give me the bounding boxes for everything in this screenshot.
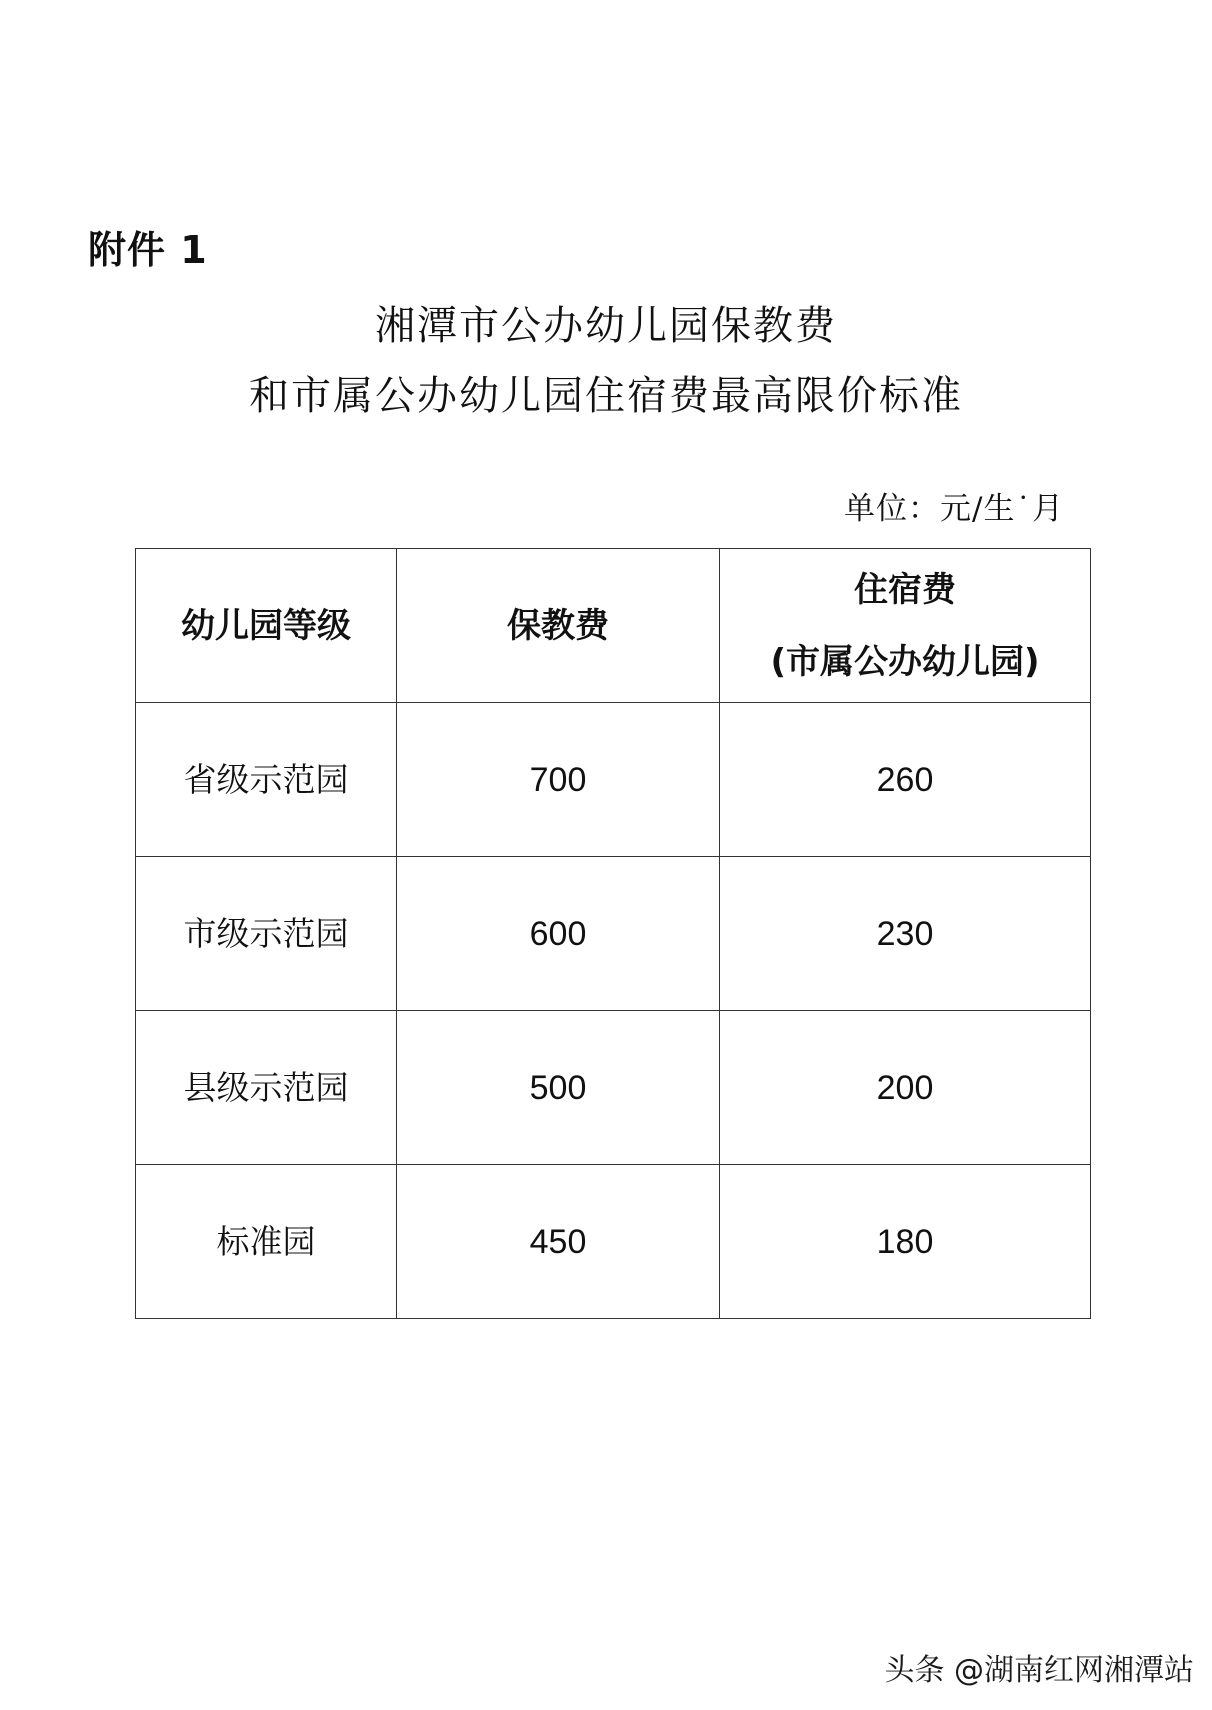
cell-boarding: 230 <box>720 857 1091 1011</box>
cell-tuition: 700 <box>397 703 720 857</box>
header-tuition-fee: 保教费 <box>397 549 720 703</box>
table-row <box>136 1165 1091 1319</box>
cell-tuition: 500 <box>397 1011 720 1165</box>
document-title-line-2: 和市属公办幼儿园住宿费最高限价标准 <box>249 373 963 419</box>
table-header-row <box>136 549 1091 703</box>
cell-tuition: 450 <box>397 1165 720 1319</box>
cell-level: 县级示范园 <box>136 1011 397 1165</box>
cell-boarding: 260 <box>720 703 1091 857</box>
header-boarding-fee-note: (市属公办幼儿园) <box>770 641 1040 682</box>
header-kindergarten-level: 幼儿园等级 <box>136 549 397 703</box>
cell-level: 标准园 <box>136 1165 397 1319</box>
source-watermark: 头条 @湖南红网湘潭站 <box>884 1653 1194 1688</box>
cell-level: 省级示范园 <box>136 703 397 857</box>
cell-boarding: 180 <box>720 1165 1091 1319</box>
document-title-line-1: 湘潭市公办幼儿园保教费 <box>375 303 837 349</box>
table-row <box>136 857 1091 1011</box>
table-row <box>136 1011 1091 1165</box>
table-row <box>136 703 1091 857</box>
unit-note: 单位：元/生˙月 <box>844 491 1064 527</box>
cell-level: 市级示范园 <box>136 857 397 1011</box>
header-boarding-fee <box>720 549 1091 703</box>
cell-boarding: 200 <box>720 1011 1091 1165</box>
fee-standard-table <box>135 548 1091 1319</box>
cell-tuition: 600 <box>397 857 720 1011</box>
attachment-label: 附件 1 <box>88 228 208 272</box>
header-boarding-fee-title: 住宿费 <box>854 569 956 610</box>
